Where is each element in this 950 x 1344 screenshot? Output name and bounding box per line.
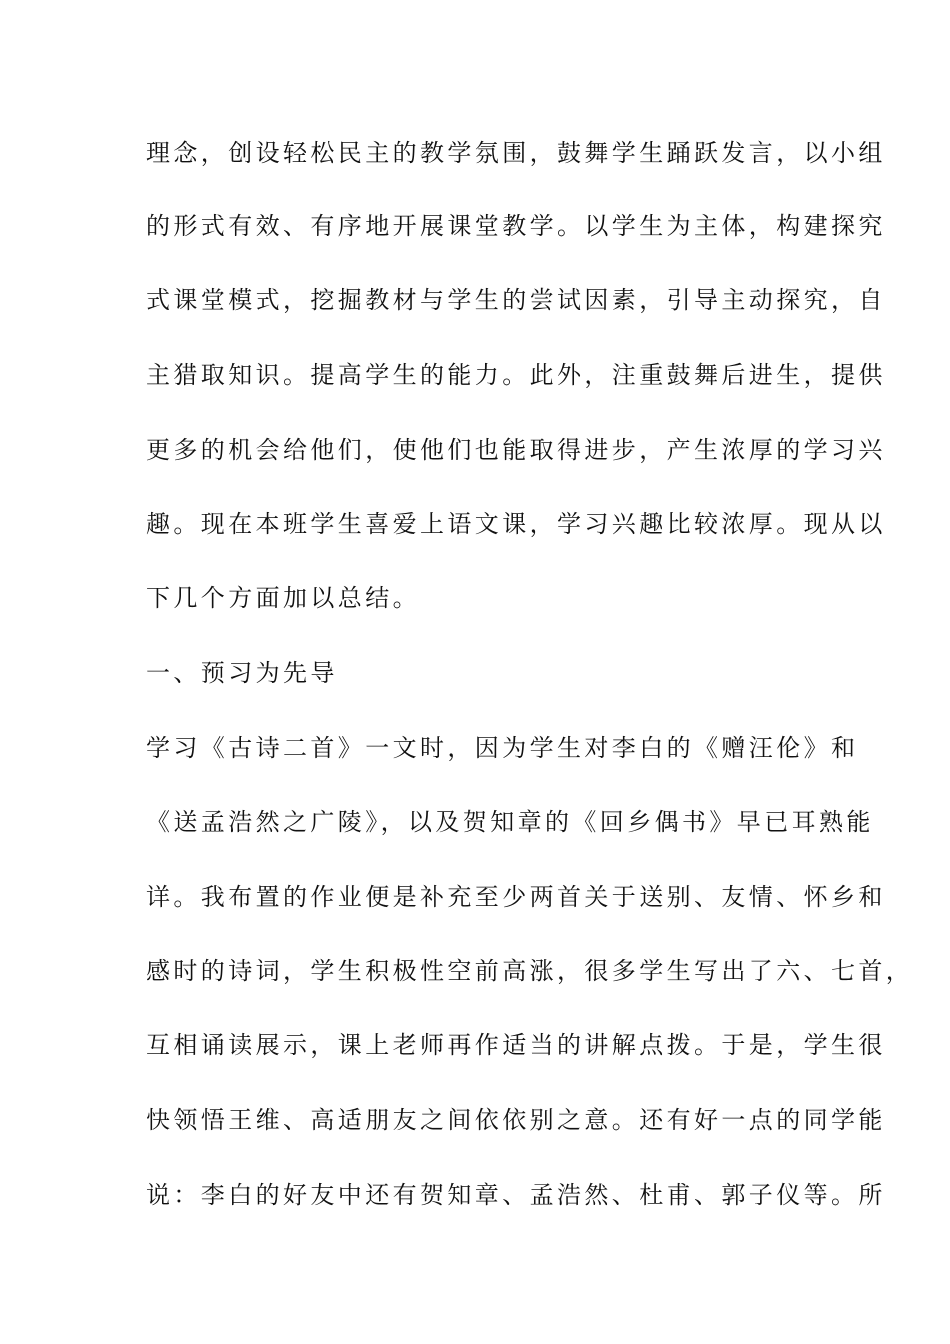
text-line: 更多的机会给他们，使他们也能取得进步，产生浓厚的学习兴 (146, 436, 886, 464)
section-heading: 一、预习为先导 (146, 659, 338, 687)
text-line: 式课堂模式，挖掘教材与学生的尝试因素，引导主动探究，自 (146, 286, 886, 314)
text-line: 主猎取知识。提高学生的能力。此外，注重鼓舞后进生，提供 (146, 361, 886, 389)
text-line: 说：李白的好友中还有贺知章、孟浩然、杜甫、郭子仪等。所 (146, 1181, 886, 1209)
text-line: 快领悟王维、高适朋友之间依依别之意。还有好一点的同学能 (146, 1106, 886, 1134)
text-line: 《送孟浩然之广陵》，以及贺知章的《回乡偶书》早已耳熟能 (146, 808, 874, 836)
text-line: 趣。现在本班学生喜爱上语文课，学习兴趣比较浓厚。现从以 (146, 510, 886, 538)
text-line: 下几个方面加以总结。 (146, 584, 420, 612)
text-line: 感时的诗词，学生积极性空前高涨，很多学生写出了六、七首， (146, 957, 914, 985)
text-line: 学习《古诗二首》一文时，因为学生对李白的《赠汪伦》和 (146, 734, 859, 762)
text-line: 详。我布置的作业便是补充至少两首关于送别、友情、怀乡和 (146, 883, 886, 911)
text-line: 理念，创设轻松民主的教学氛围，鼓舞学生踊跃发言，以小组 (146, 139, 886, 167)
text-line: 互相诵读展示，课上老师再作适当的讲解点拨。于是，学生很 (146, 1031, 886, 1059)
text-line: 的形式有效、有序地开展课堂教学。以学生为主体，构建探究 (146, 212, 886, 240)
